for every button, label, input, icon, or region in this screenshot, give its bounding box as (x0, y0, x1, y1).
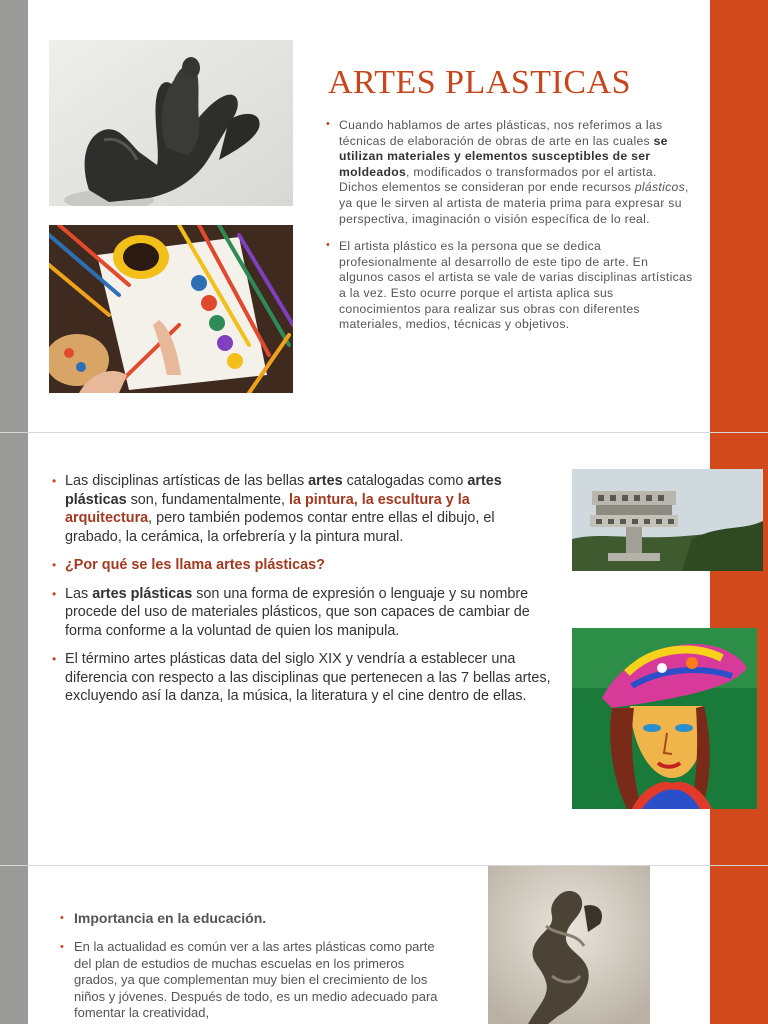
slide1-bullet-list (326, 118, 694, 345)
text-run: son una forma de expresión o lenguaje y su nombre procede del uso de materiales plásticos, que son capaces de cambiar de forma conforme a la voluntad de quien los manipula. (65, 585, 530, 639)
text-run: En la actualidad es común ver a las artes plásticas como parte del plan de estudios de muchas escuelas en los primeros grados, ya que complementan muy bien el crecimiento de los niños y jóvenes. Después de todo, es un medio adecuado para fomentar la creatividad, (74, 939, 438, 1021)
page-title: ARTES PLASTICAS (328, 64, 632, 101)
left-gray-bar (0, 866, 28, 1024)
text-run-highlight: la pintura, la escultura y la arquitectura (65, 491, 470, 526)
slide3-bullet-list (60, 910, 450, 1024)
list-item (52, 556, 552, 575)
text-run-bold: artes (308, 473, 343, 489)
list-item (60, 939, 450, 1021)
slide2-bullet-list (52, 472, 552, 716)
text-run: son, fundamentalmente, (126, 491, 290, 508)
right-orange-bar (710, 0, 768, 432)
text-run: El artista plástico es la persona que se dedica profesionalmente al desarrollo de este tipo de arte. En algunos casos el artista se vale de varias disciplinas artísticas a la vez. Esto ocurre porque el artista aplica sus conocimientos para realizar sus obras con diferentes materiales, medios, técnicas y objetivos. (339, 239, 693, 332)
text-run: , ya que le sirven al artista de materia prima para expresar su perspectiva, imaginación o visión específica de lo real. (339, 180, 689, 226)
text-run: , pero también podemos contar entre ellas el dibujo, el grabado, la cerámica, la orfebrería y la pintura mural. (65, 510, 495, 545)
woman-portrait-painting (572, 628, 757, 809)
text-run: Las (65, 585, 93, 602)
text-run: Las disciplinas artísticas de las bellas (65, 473, 309, 489)
list-item (326, 118, 694, 227)
section-heading: Importancia en la educación. (74, 910, 267, 926)
list-item (326, 239, 694, 333)
question-heading: ¿Por qué se les llama artes plásticas? (65, 557, 325, 573)
list-item (52, 585, 552, 641)
text-run-italic: plásticos (634, 180, 685, 195)
sculpture-hand-photo (49, 40, 293, 206)
list-item (52, 650, 552, 706)
text-run-bold: se utilizan materiales y elementos susceptibles de ser moldeados (339, 133, 668, 179)
slide-artes-plasticas (0, 0, 768, 432)
architecture-building-photo (572, 469, 763, 571)
abstract-sculpture-photo (488, 866, 650, 1024)
text-run-bold: artes plásticas (92, 585, 193, 602)
text-run-bold: artes plásticas (65, 473, 502, 508)
text-run: Cuando hablamos de artes plásticas, nos referimos a las técnicas de elaboración de obras de arte en las cuales (339, 118, 663, 148)
left-gray-bar (0, 433, 28, 865)
right-orange-bar (710, 866, 768, 1024)
text-run: , modificados o transformados por el artista. Dichos elementos se consideran por ende recursos (339, 164, 657, 195)
list-item (60, 910, 450, 927)
text-run: El término artes plásticas data del siglo XIX y vendría a establecer una diferencia con respecto a las disciplinas que pertenecen a las 7 bellas artes, excluyendo así la danza, la música, la literatura y el cine dentro de ellas. (65, 651, 551, 704)
left-gray-bar (0, 0, 28, 432)
list-item (52, 472, 552, 546)
text-run: catalogadas como (342, 473, 468, 489)
painting-supplies-photo (49, 225, 293, 393)
